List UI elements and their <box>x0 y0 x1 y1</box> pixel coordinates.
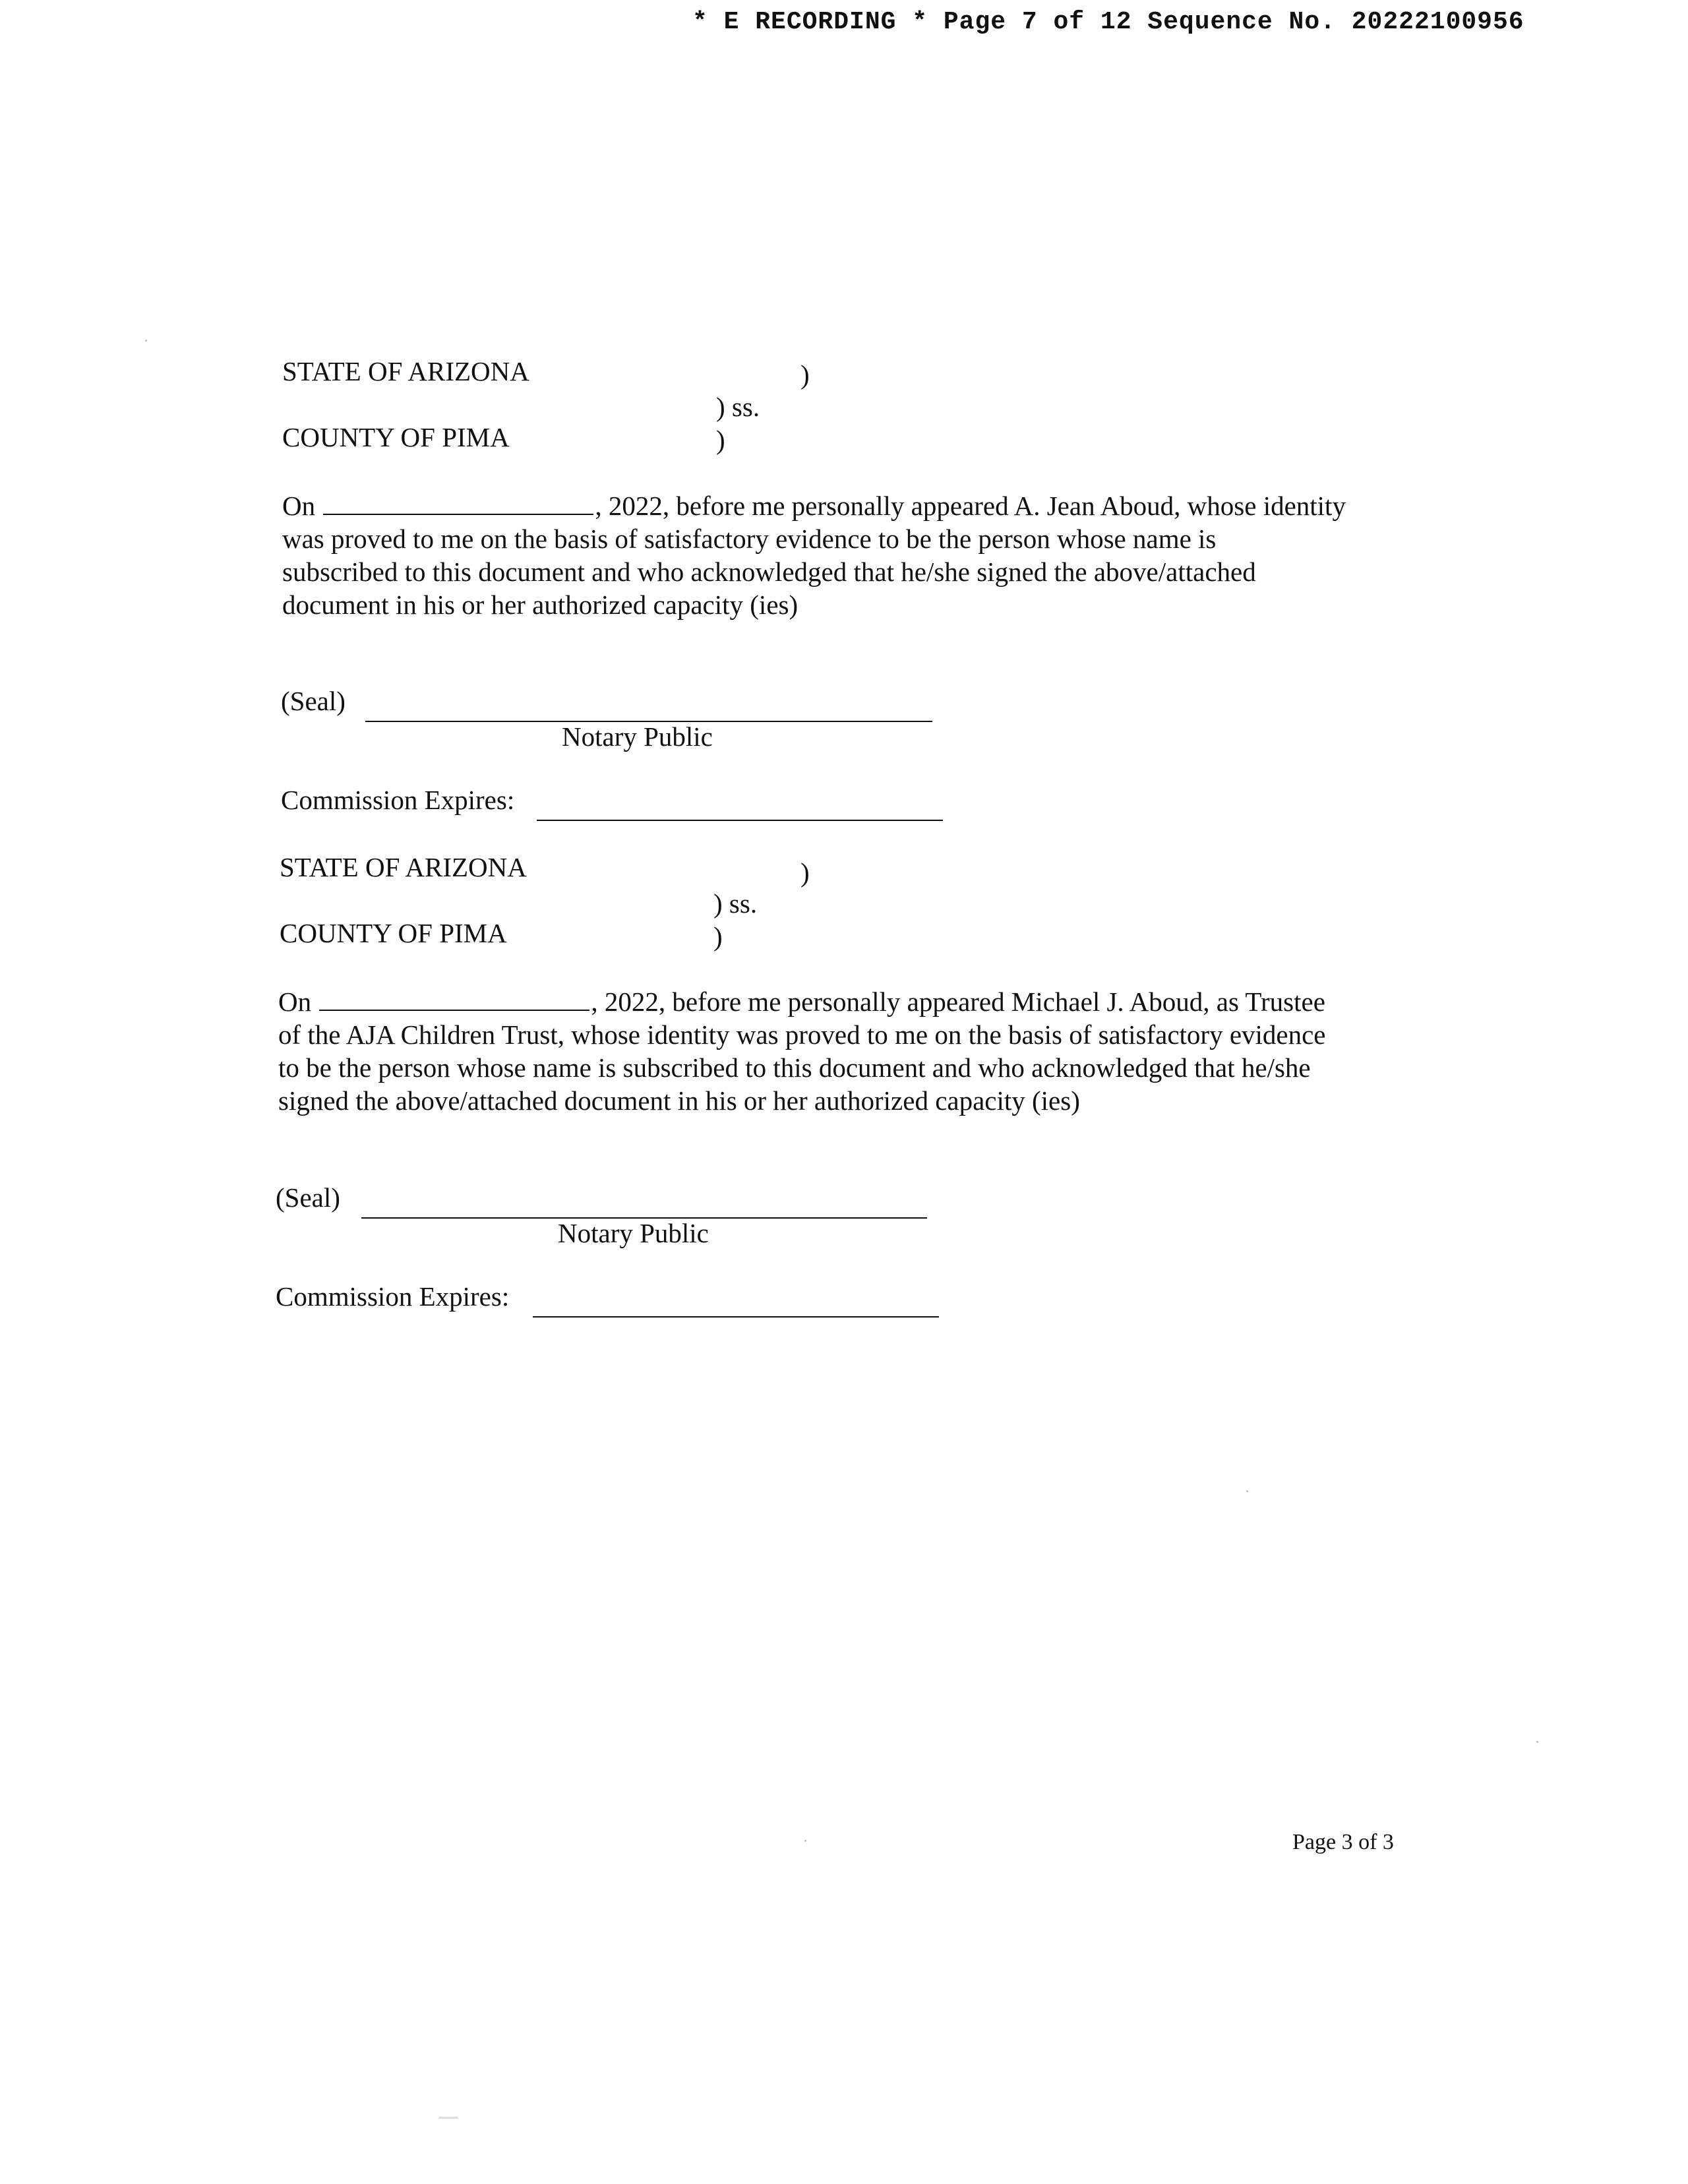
seal-label-1: (Seal) <box>281 686 346 716</box>
scan-speck <box>1246 1490 1248 1492</box>
page-number: Page 3 of 3 <box>1292 1830 1394 1854</box>
commission-expires-label-2: Commission Expires: <box>276 1281 510 1312</box>
scan-speck <box>438 2117 458 2119</box>
notary-public-label-2: Notary Public <box>558 1218 709 1248</box>
scan-speck <box>1536 1741 1538 1743</box>
paragraph-line-2-3: to be the person whose name is subscribed to this document and who acknowledged that he/she <box>278 1052 1311 1083</box>
paragraph-line-2-2: of the AJA Children Trust, whose identity was proved to me on the basis of satisfactory evidence <box>278 1019 1326 1050</box>
appearance-text-2: , 2022, before me personally appeared Michael J. Aboud, as Trustee <box>591 986 1325 1017</box>
on-label-2: On <box>278 986 312 1017</box>
acknowledgment-paragraph-1 <box>282 489 1346 621</box>
seal-label-2: (Seal) <box>276 1182 340 1213</box>
commission-expires-line-1[interactable] <box>537 820 943 821</box>
county-label-2: COUNTY OF PIMA <box>280 918 507 948</box>
commission-expires-label-1: Commission Expires: <box>281 785 515 815</box>
venue-paren-bottom-1: ) <box>716 425 725 455</box>
venue-paren-top-1: ) <box>800 359 810 390</box>
ss-label-2: ) ss. <box>713 888 758 919</box>
paragraph-line-1-4: document in his or her authorized capacity (ies) <box>282 590 799 620</box>
state-label-1: STATE OF ARIZONA <box>282 356 529 386</box>
county-label-1: COUNTY OF PIMA <box>282 422 510 452</box>
on-label-1: On <box>282 491 316 521</box>
state-label-2: STATE OF ARIZONA <box>280 852 527 882</box>
paragraph-line-2-4: signed the above/attached document in his or her authorized capacity (ies) <box>278 1085 1080 1116</box>
paragraph-line-1-3: subscribed to this document and who acknowledged that he/she signed the above/attached <box>282 557 1256 587</box>
venue-paren-top-2: ) <box>800 857 810 888</box>
venue-paren-bottom-2: ) <box>713 921 723 952</box>
scan-speck <box>804 1840 806 1842</box>
scan-speck <box>145 340 147 342</box>
ss-label-1: ) ss. <box>716 392 760 422</box>
date-blank-1[interactable] <box>323 495 593 515</box>
paragraph-first-line-2 <box>278 985 1326 1018</box>
appearance-text-1: , 2022, before me personally appeared A. Jean Aboud, whose identity <box>595 491 1346 521</box>
commission-expires-line-2[interactable] <box>533 1316 939 1318</box>
paragraph-line-1-2: was proved to me on the basis of satisfactory evidence to be the person whose name is <box>282 524 1217 554</box>
notary-public-label-1: Notary Public <box>562 721 713 752</box>
paragraph-first-line-1 <box>282 489 1346 522</box>
date-blank-2[interactable] <box>319 991 589 1011</box>
recording-stamp: * E RECORDING * Page 7 of 12 Sequence No. 20222100956 <box>692 8 1524 36</box>
acknowledgment-paragraph-2 <box>278 985 1326 1117</box>
